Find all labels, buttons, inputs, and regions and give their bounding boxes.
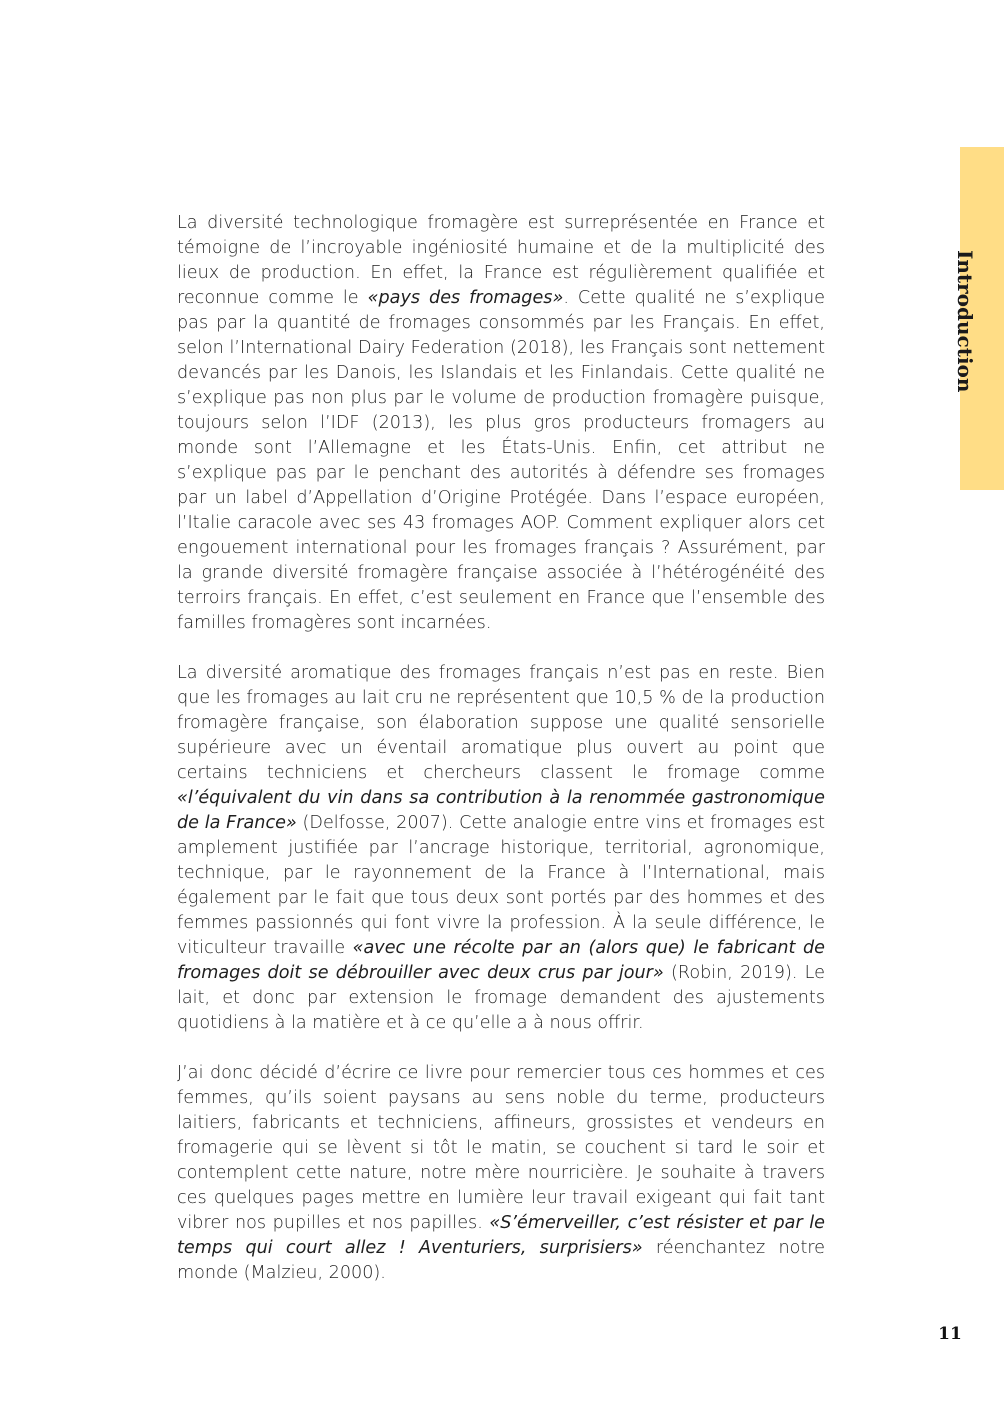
italic-quote: «S’émerveiller, c’est résister et par le temps qui court allez ! Aventuriers, surprisiers» [177,1213,825,1258]
text-run: J’ai donc décidé d’écrire ce livre pour remercier tous ces hommes et ces femmes, qu’ils soient paysans au sens noble du terme, producteurs laitiers, fabricants et techniciens, affineurs, grossistes et vendeurs en fromagerie qui se lèvent si tôt le matin, se couchent si tard le soir et contemplent cette nature, notre mère nourricière. Je souhaite à travers ces quelques pages mettre en lumière leur travail exigeant qui fait tant vibrer nos pupilles et nos papilles. [177,1063,825,1233]
text-run: La diversité technologique fromagère est surreprésentée en France et témoigne de l’incroyable ingéniosité humaine et de la multiplicité des lieux de production. En effet, la France est régulièrement qualifiée et reconnue comme le [177,213,825,308]
italic-quote: «pays des fromages» [367,288,564,308]
text-run: . Cette qualité ne s’explique pas par la quantité de fromages consommés par les Français. En effet, selon l’International Dairy Federation (2018), les Français sont nettement devancés par les Danois, les Islandais et les Finlandais. Cette qualité ne s’explique pas non plus par le volume de production fromagère puisque, toujours selon l’IDF (2013), les plus gros producteurs fromagers au monde sont l’Allemagne et les États-Unis. Enfin, cet attribut ne s’explique pas par le penchant des autorités à défendre ses fromages par un label d’Appellation d’Origine Protégée. Dans l’espace européen, l’Italie caracole avec ses 43 fromages AOP. Comment expliquer alors cet engouement international pour les fromages français ? Assurément, par la grande diversité fromagère française associée à l’hétérogénéité des terroirs français. En effet, c’est seulement en France que l’ensemble des familles fromagères sont incarnées. [177,288,825,633]
text-run: (Delfosse, 2007). Cette analogie entre vins et fromages est amplement justifiée par l’ancrage historique, territorial, agronomique, technique, par le rayonnement de la France à l’International, mais également par le fait que tous deux sont portés par des hommes et des femmes passionnés qui font vivre la profession. À la seule différence, le viticulteur travaille [177,813,825,958]
paragraph-3 [177,1061,825,1286]
paragraph-1 [177,211,825,636]
chapter-title: Introduction [953,250,977,393]
page-number: 11 [938,1324,962,1344]
paragraph-2 [177,661,825,1036]
text-run: réenchantez notre monde (Malzieu, 2000). [177,1238,826,1283]
italic-quote: «avec une récolte par an (alors que) le fabricant de fromages doit se débrouiller avec deux crus par jour» [177,938,826,983]
text-run: (Robin, 2019). Le lait, et donc par extension le fromage demandent des ajustements quotidiens à la matière et à ce qu’elle a à nous offrir. [177,963,826,1033]
italic-quote: «l’équivalent du vin dans sa contribution à la renommée gastronomique de la France» [177,788,825,833]
body-text [177,211,825,1311]
text-run: La diversité aromatique des fromages français n’est pas en reste. Bien que les fromages au lait cru ne représentent que 10,5 % de la production fromagère française, son élaboration suppose une qualité sensorielle supérieure avec un éventail aromatique plus ouvert au point que certains techniciens et chercheurs classent le fromage comme [177,663,825,783]
